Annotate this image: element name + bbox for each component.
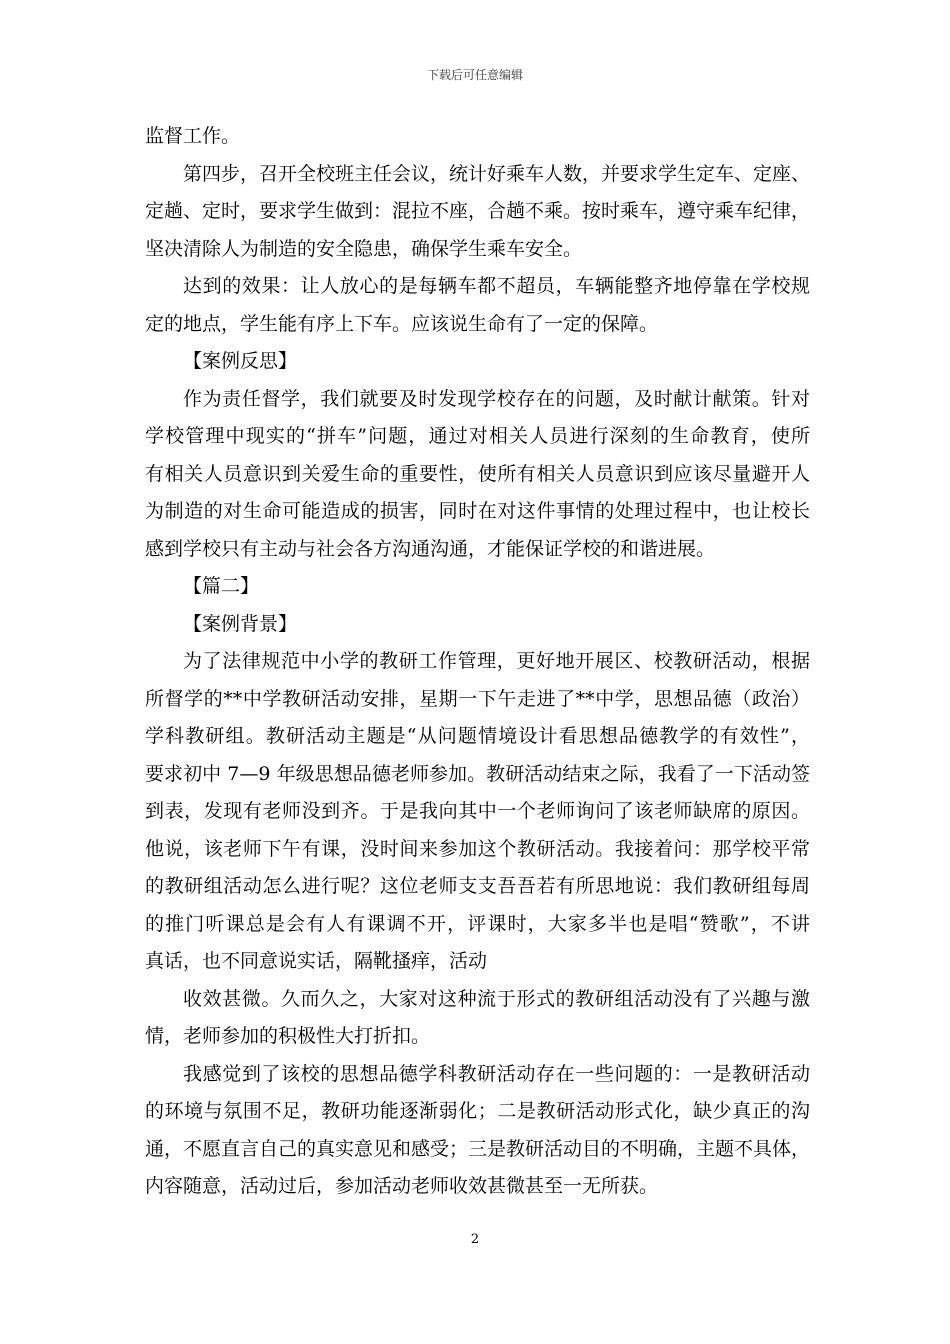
text-line: 情，老师参加的积极性大打折扣。 [145, 1025, 431, 1047]
text-line: 定的地点，学生能有序上下车。应该说生命有了一定的保障。 [145, 312, 659, 335]
text-line: 学校管理中现实的“拼车”问题，通过对相关人员进行深刻的生命教育，使所 [145, 425, 810, 447]
text-line: 真话，也不同意说实话，隔靴搔痒，活动 [145, 950, 488, 972]
text-line: 的推门听课总是会有人有课调不开，评课时，大家多半也是唱“赞歌”，不讲 [145, 912, 810, 935]
text-line: 有相关人员意识到关爱生命的重要性，使所有相关人员意识到应该尽量避开人 [145, 462, 810, 485]
text-line: 他说，该老师下午有课，没时间来参加这个教研活动。我接着问：那学校平常 [145, 837, 810, 860]
text-line: 所督学的**中学教研活动安排，星期一下午走进了**中学，思想品德（政治） [145, 687, 810, 710]
document-body [145, 118, 810, 1206]
text-line: 【案例背景】 [183, 612, 298, 635]
text-line: 第四步，召开全校班主任会议，统计好乘车人数，并要求学生定车、定座、 [183, 162, 811, 185]
text-line: 的教研组活动怎么进行呢？这位老师支支吾吾若有所思地说：我们教研组每周 [145, 875, 810, 897]
text-line: 感到学校只有主动与社会各方沟通沟通，才能保证学校的和谐进展。 [145, 537, 716, 560]
text-line: 达到的效果：让人放心的是每辆车都不超员，车辆能整齐地停靠在学校规 [183, 275, 810, 297]
text-line: 通，不愿直言自己的真实意见和感受；三是教研活动目的不明确，主题不具体， [145, 1137, 811, 1160]
page-header: 下载后可任意编辑 [426, 68, 523, 82]
text-line: 作为责任督学，我们就要及时发现学校存在的问题，及时献计献策。针对 [183, 387, 810, 410]
text-line: 的环境与氛围不足，教研功能逐渐弱化；二是教研活动形式化，缺少真正的沟 [145, 1100, 810, 1122]
text-line: 为了法律规范中小学的教研工作管理，更好地开展区、校教研活动，根据 [183, 650, 810, 672]
text-line: 为制造的对生命可能造成的损害，同时在对这件事情的处理过程中，也让校长 [145, 500, 810, 522]
text-line: 坚决清除人为制造的安全隐患，确保学生乘车安全。 [145, 237, 583, 260]
text-line: 收效甚微。久而久之，大家对这种流于形式的教研组活动没有了兴趣与激 [183, 987, 810, 1010]
text-line: 【案例反思】 [183, 350, 298, 372]
text-line: 到表，发现有老师没到齐。于是我向其中一个老师询问了该老师缺席的原因。 [145, 800, 810, 822]
text-line: 定趟、定时，要求学生做到：混拉不座，合趟不乘。按时乘车，遵守乘车纪律， [145, 200, 811, 222]
text-line: 【篇二】 [183, 575, 260, 597]
text-line: 学科教研组。教研活动主题是“从问题情境设计看思想品德教学的有效性”， [145, 725, 810, 747]
text-line: 我感觉到了该校的思想品德学科教研活动存在一些问题的：一是教研活动 [183, 1062, 810, 1085]
text-line: 内容随意，活动过后，参加活动老师收效甚微甚至一无所获。 [145, 1175, 659, 1197]
text-line: 要求初中 7—9 年级思想品德老师参加。教研活动结束之际，我看了一下活动签 [145, 762, 810, 785]
text-line: 监督工作。 [145, 125, 241, 147]
page-number: 2 [470, 1232, 480, 1247]
